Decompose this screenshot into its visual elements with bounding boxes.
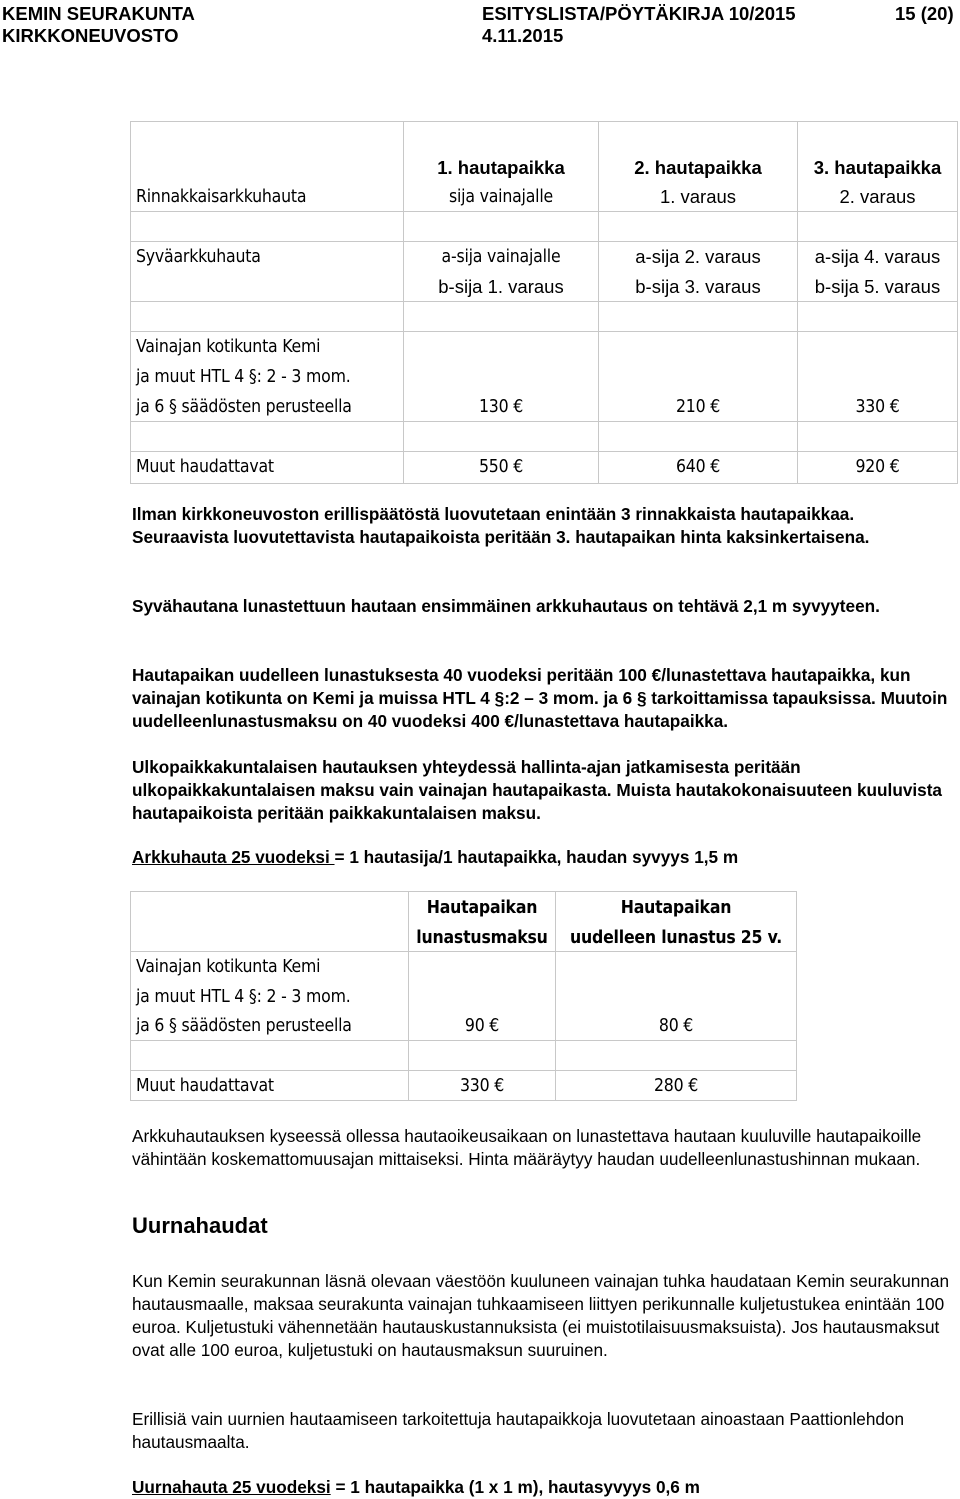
- t1-syva-a2: a-sija 2. varaus: [635, 246, 761, 267]
- t2-head-1-line2: lunastusmaksu: [416, 928, 548, 948]
- arkkuhauta-heading-underlined: Arkkuhauta 25 vuodeksi: [132, 847, 335, 867]
- uurnahauta-heading-underlined: Uurnahauta 25 vuodeksi: [132, 1477, 331, 1497]
- t1-syva-b1: b-sija 1. varaus: [438, 276, 564, 297]
- t1-kemi-line3: ja 6 § säädösten perusteella: [136, 397, 352, 417]
- t2-kemi-v1: 90 €: [464, 1016, 500, 1036]
- t2-kemi-line2: ja muut HTL 4 §: 2 - 3 mom.: [136, 987, 351, 1007]
- t1-rinnakkais-c3: 2. varaus: [839, 186, 916, 207]
- header-org-line2: KIRKKONEUVOSTO: [2, 25, 179, 46]
- t1-col-head-3: 3. hautapaikka: [813, 157, 942, 178]
- t1-muut-label: Muut haudattavat: [136, 457, 274, 477]
- paragraph-rinnakkais-limit: Ilman kirkkoneuvoston erillispäätöstä luovutetaan enintään 3 rinnakkaista hautapaikkaa. Seuraavista luovutettavista hautapaikoista peritään 3. hautapaikan hinta kaksinkertaisena.: [132, 504, 870, 547]
- header-page-number: 15 (20): [895, 3, 954, 24]
- header-doc-line1: ESITYSLISTA/PÖYTÄKIRJA 10/2015: [482, 3, 796, 24]
- t1-rinnakkais-c2: 1. varaus: [659, 186, 737, 207]
- t2-head-2-line1: Hautapaikan: [620, 898, 732, 918]
- arkkuhauta-heading: [132, 846, 952, 869]
- paragraph-arkkuhautaus: Arkkuhautauksen kyseessä ollessa hautaoikeusaikaan on lunastettava hautaan kuuluville hautapaikoille vähintään koskemattomuusajan mittaiseksi. Hinta määräytyy haudan uudelleenlunastushinnan mukaan.: [132, 1126, 922, 1169]
- t1-muut-v3: 920 €: [855, 457, 900, 477]
- t1-col-head-1: 1. hautapaikka: [437, 157, 565, 178]
- header-doc-line2: 4.11.2015: [482, 25, 564, 46]
- t1-col-head-2: 2. hautapaikka: [634, 157, 762, 178]
- uurnahauta-heading: [132, 1476, 952, 1499]
- t1-muut-v2: 640 €: [675, 457, 721, 477]
- paragraph-ulkopaikkakuntalainen: Ulkopaikkakuntalaisen hautauksen yhteydessä hallinta-ajan jatkamisesta peritään ulkopaikkakuntalaisen maksu vain vainajan hautapaikasta. Muista hautakokonaisuuteen kuuluvista hautapaikoista peritään paikkakuntalaisen maksu.: [132, 757, 942, 823]
- paragraph-kuljetustuki: Kun Kemin seurakunnan läsnä olevaan väestöön kuuluneen vainajan tuhka haudataan Kemin seurakunnan hautausmaalle, maksaa seurakunta vainajan tuhkaamiseen liittyen perikunnalle kuljetustukea enintään 100 euroa. Kuljetustuki vähennetään hautauskustannuksista (ei muistotilaisuusmaksuista). Jos hautausmaksut ovat alle 100 euroa, kuljetustuki on hautausmaksun suuruinen.: [132, 1271, 950, 1360]
- section-title-uurnahaudat: Uurnahaudat: [132, 1213, 268, 1238]
- arkkuhauta-heading-rest: = 1 hautasija/1 hautapaikka, haudan syvyys 1,5 m: [334, 847, 739, 867]
- t2-muut-label: Muut haudattavat: [136, 1076, 274, 1096]
- t1-syva-label: Syväarkkuhauta: [136, 247, 261, 267]
- t1-syva-a1: a-sija vainajalle: [441, 247, 561, 267]
- t2-head-2-line2: uudelleen lunastus 25 v.: [569, 928, 782, 948]
- t1-rinnakkais-c1: sija vainajalle: [448, 187, 554, 207]
- header-org-line1: KEMIN SEURAKUNTA: [2, 3, 195, 24]
- t1-syva-a3: a-sija 4. varaus: [814, 246, 941, 267]
- t2-muut-v2: 280 €: [653, 1076, 699, 1096]
- t2-kemi-line3: ja 6 § säädösten perusteella: [136, 1016, 352, 1036]
- t1-syva-b2: b-sija 3. varaus: [635, 276, 761, 297]
- t2-kemi-v2: 80 €: [658, 1016, 694, 1036]
- t1-kemi-v1: 130 €: [478, 397, 524, 417]
- t1-syva-b3: b-sija 5. varaus: [814, 276, 941, 297]
- paragraph-syvahauta: Syvähautana lunastettuun hautaan ensimmäinen arkkuhautaus on tehtävä 2,1 m syvyyteen.: [132, 596, 880, 616]
- t1-kemi-line2: ja muut HTL 4 §: 2 - 3 mom.: [136, 367, 351, 387]
- t1-kemi-line1: Vainajan kotikunta Kemi: [136, 337, 321, 357]
- t1-rinnakkais-label: Rinnakkaisarkkuhauta: [136, 187, 307, 207]
- t1-kemi-v3: 330 €: [855, 397, 900, 417]
- t1-muut-v1: 550 €: [478, 457, 524, 477]
- t2-head-1-line1: Hautapaikan: [426, 898, 538, 918]
- uurnahauta-heading-rest: = 1 hautapaikka (1 x 1 m), hautasyvyys 0,6 m: [330, 1477, 700, 1497]
- t2-muut-v1: 330 €: [459, 1076, 505, 1096]
- paragraph-uurnapaikat: Erillisiä vain uurnien hautaamiseen tarkoitettuja hautapaikkoja luovutetaan ainoastaan Paattionlehdon hautausmaalta.: [132, 1409, 905, 1452]
- t2-kemi-line1: Vainajan kotikunta Kemi: [136, 957, 321, 977]
- t1-kemi-v2: 210 €: [675, 397, 721, 417]
- paragraph-uudelleen-lunastus: Hautapaikan uudelleen lunastuksesta 40 vuodeksi peritään 100 €/lunastettava hautapaikka, kun vainajan kotikunta on Kemi ja muissa HTL 4 §:2 – 3 mom. ja 6 § tarkoittamissa tapauksissa. Muutoin uudelleenlunastusmaksu on 40 vuodeksi 400 €/lunastettava hautapaikka.: [132, 665, 948, 731]
